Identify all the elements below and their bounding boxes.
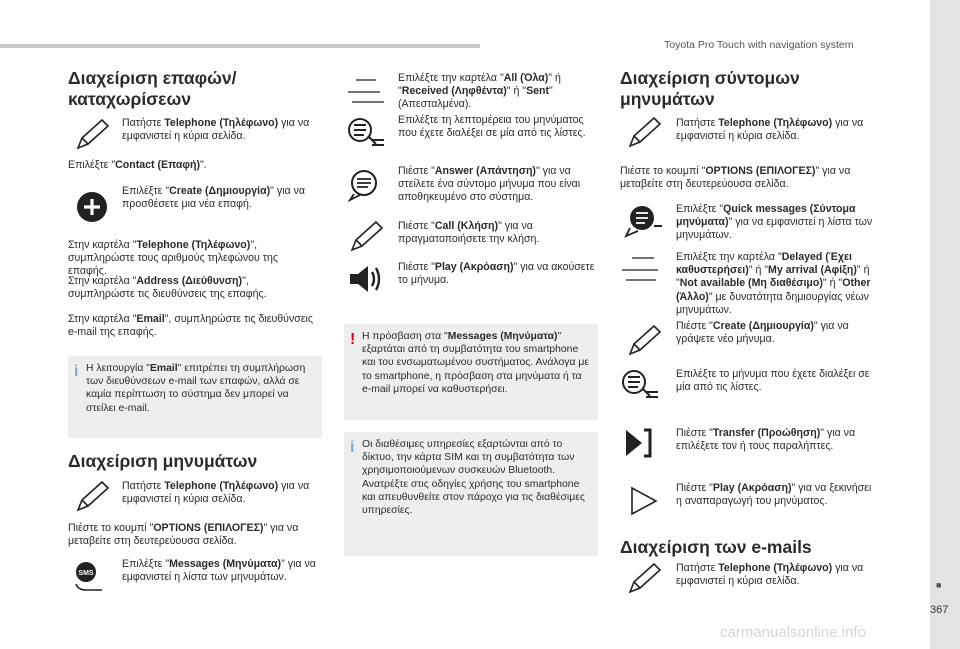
bold-term: Play (Ακρόαση) <box>434 261 514 273</box>
pencil-icon <box>624 562 664 596</box>
text-messages-3 <box>122 558 322 584</box>
tab-bar-icon <box>346 74 386 108</box>
bold-term: Telephone (Τηλέφωνο) <box>164 480 279 492</box>
text-run: Επιλέξτε την καρτέλα " <box>676 251 782 263</box>
text-quick-4 <box>676 251 876 317</box>
text-run: Πατήστε <box>676 562 719 574</box>
text-run: " για να ξεκινήσει η αναπαραγωγή του μηνύματος. <box>676 482 872 508</box>
page-marker: ■ <box>936 580 942 590</box>
bold-term: Telephone (Τηλέφωνο) <box>718 117 833 129</box>
text-quick-2 <box>620 165 870 191</box>
text-run: για να εμφανιστεί η κύρια σελίδα. <box>122 480 310 506</box>
text-run: " με δυνατότητα δημιουργίας νέων μηνυμάτων. <box>676 290 869 316</box>
pencil-icon <box>72 118 112 152</box>
note-services-text: Οι διαθέσιμες υπηρεσίες εξαρτώνται από το δίκτυο, την κάρτα SIM και τη συμβατότητα των χρησιμοποιούμενων συσκευών Bluetooth. Ανατρέξτε στις οδηγίες χρήσης του smartphone και απευθυνθείτε στον πάροχο για τις διαθέσιμες υπηρεσίες. <box>362 439 585 517</box>
text-run: " για να προσθέσετε μια νέα επαφή. <box>122 185 305 211</box>
text-messages-2 <box>68 522 323 548</box>
text-call <box>398 220 598 246</box>
bold-term: All (Όλα) <box>503 72 549 84</box>
text-run: " για να στείλετε ένα σύντομο μήνυμα που είναι αποθηκευμένο στο σύστημα. <box>398 165 581 204</box>
text-contacts-1 <box>122 117 322 143</box>
bold-term: Telephone (Τηλέφωνο) <box>136 239 251 251</box>
text-run: " ή " <box>822 277 843 290</box>
bold-term: Other (Άλλο) <box>676 277 871 303</box>
transfer-icon <box>622 426 662 460</box>
info-note-services <box>344 432 598 556</box>
sms-icon <box>72 560 112 594</box>
text-run: " για να πραγματοποιήσετε την κλήση. <box>398 220 540 246</box>
text-run: Επιλέξτε " <box>122 558 170 570</box>
bold-term: Email <box>136 313 165 325</box>
bold-term: Play (Ακρόαση) <box>712 482 792 494</box>
text-run: Η λειτουργία " <box>86 363 150 374</box>
bold-term: Telephone (Τηλέφωνο) <box>718 562 833 574</box>
heading-emails: Διαχείριση των e-mails <box>620 537 812 557</box>
bold-term: Email <box>149 363 178 374</box>
bold-term: Not available (Μη διαθέσιμο) <box>679 277 823 290</box>
bold-term: Call (Κλήση) <box>434 220 499 232</box>
text-run: για να εμφανιστεί η κύρια σελίδα. <box>676 117 864 143</box>
text-run: Πιέστε " <box>398 165 435 177</box>
text-run: Πατήστε <box>122 117 165 129</box>
text-run: Πιέστε " <box>398 261 435 273</box>
text-quick-7 <box>676 427 876 453</box>
sms-label: SMS <box>78 570 94 577</box>
header-rule <box>0 44 480 48</box>
bold-term: Transfer (Προώθηση) <box>712 427 821 439</box>
bold-term: Quick messages (Σύντομα μηνύματα) <box>676 203 856 229</box>
text-run: Επιλέξτε την καρτέλα " <box>398 72 504 84</box>
call-icon <box>346 220 386 254</box>
text-run: Πιέστε " <box>676 427 713 439</box>
warning-icon: ! <box>350 331 356 348</box>
bold-term: My arrival (Αφίξη) <box>768 264 857 277</box>
pencil-icon <box>624 116 664 150</box>
info-icon: i <box>74 363 79 380</box>
bold-term: Answer (Απάντηση) <box>434 165 536 177</box>
text-messages-1 <box>122 480 322 506</box>
text-run: ", συμπληρώστε τις διευθύνσεις e-mail της επαφής. <box>68 313 313 339</box>
text-run: " για να γράψετε νέο μήνυμα. <box>676 320 849 346</box>
text-answer <box>398 165 598 205</box>
text-run: " για να εμφανιστεί η λίστα των μηνυμάτων. <box>676 216 873 242</box>
speaker-icon <box>346 262 386 296</box>
bold-term: Telephone (Τηλέφωνο) <box>164 117 279 129</box>
heading-quick-messages: Διαχείριση σύντομων μηνυμάτων <box>620 68 800 109</box>
text-run: ", συμπληρώστε τους αριθμούς τηλεφώνου της επαφής. <box>68 239 278 278</box>
bold-term: Delayed (Έχει καθυστερήσει) <box>676 251 852 277</box>
pencil-icon <box>72 480 112 514</box>
text-run: για να εμφανιστεί η κύρια σελίδα. <box>676 562 864 588</box>
heading-messages: Διαχείριση μηνυμάτων <box>68 451 258 471</box>
bold-term: Create (Δημιουργία) <box>712 320 814 332</box>
text-run: Πιέστε το κουμπί " <box>620 165 706 177</box>
add-circle-icon <box>72 190 112 224</box>
text-run: " για να επιλέξετε τον ή τους παραλήπτες. <box>676 427 856 453</box>
bold-term: OPTIONS (ΕΠΙΛΟΓΕΣ) <box>705 165 816 177</box>
answer-icon <box>346 168 386 202</box>
text-run: " (Απεσταλμένα). <box>398 85 553 111</box>
bold-term: Messages (Μηνύματα) <box>169 558 282 570</box>
bold-term: Received (Ληφθέντα) <box>401 85 507 98</box>
text-run: " εξαρτάται από τη συμβατότητα του smartphone και του ενσωματωμένου συστήματος. Ανάλογα με το smartphone, η πρόσβαση στα μηνύματα ή τα e-mail μπορεί να καθυστερήσει. <box>362 331 589 395</box>
text-run: Πιέστε " <box>398 220 435 232</box>
bold-term: Address (Διεύθυνση) <box>136 275 243 287</box>
note-messages-text <box>362 330 590 396</box>
bold-term: OPTIONS (ΕΠΙΛΟΓΕΣ) <box>153 522 264 534</box>
text-quick-5 <box>676 320 876 346</box>
text-run: ". <box>199 159 207 171</box>
text-run: Επιλέξτε " <box>122 185 170 197</box>
text-run: Πατήστε <box>122 480 165 492</box>
bold-term: Sent <box>526 85 550 98</box>
header-title: Toyota Pro Touch with navigation system <box>664 39 854 51</box>
text-run: " για να μεταβείτε στη δευτερεύουσα σελίδα. <box>620 165 851 191</box>
watermark: carmanualsonline.info <box>720 624 866 641</box>
text-run: " ή " <box>506 85 527 98</box>
text-contacts-4 <box>68 239 318 279</box>
text-detail: Επιλέξτε τη λεπτομέρεια του μηνύματος που έχετε διαλέξει σε μία από τις λίστες. <box>398 114 586 140</box>
text-contacts-6 <box>68 313 323 339</box>
text-run: ", συμπληρώστε τις διευθύνσεις της επαφής. <box>68 275 267 301</box>
text-quick-6: Επιλέξτε το μήνυμα που έχετε διαλέξει σε μία από τις λίστες. <box>676 368 870 394</box>
warning-note-messages <box>344 324 598 420</box>
text-run: για να εμφανιστεί η κύρια σελίδα. <box>122 117 310 143</box>
note-email-text <box>86 362 312 415</box>
bold-term: Create (Δημιουργία) <box>169 185 271 197</box>
text-run: Πιέστε το κουμπί " <box>68 522 154 534</box>
play-icon <box>624 484 664 518</box>
text-run: " ή " <box>398 72 561 98</box>
side-strip <box>930 0 960 649</box>
heading-contacts: Διαχείριση επαφών/καταχωρίσεων <box>68 68 237 109</box>
text-run: Στην καρτέλα " <box>68 313 137 325</box>
text-run: Η πρόσβαση στα " <box>362 331 448 342</box>
text-quick-3 <box>676 203 876 243</box>
text-run: Επιλέξτε " <box>676 203 724 215</box>
page-number: 367 <box>930 604 949 616</box>
list-detail-icon <box>346 116 386 150</box>
text-contacts-5 <box>68 275 318 301</box>
bold-term: Contact (Επαφή) <box>115 159 200 171</box>
text-run: Στην καρτέλα " <box>68 239 137 251</box>
text-run: " ή " <box>676 264 870 290</box>
text-contacts-2 <box>68 159 318 172</box>
text-run: Πιέστε " <box>676 482 713 494</box>
text-run: " για να ακούσετε το μήνυμα. <box>398 261 595 287</box>
text-run: Πατήστε <box>676 117 719 129</box>
pencil-icon <box>624 324 664 358</box>
text-quick-1 <box>676 117 876 143</box>
quick-messages-icon <box>624 204 664 238</box>
text-quick-8 <box>676 482 876 508</box>
text-run: " επιτρέπει τη συμπλήρωση των διευθύνσεων e-mail των επαφών, αλλά σε καμία περίπτωση το σύστημα δεν μπορεί να στείλει e-mail. <box>86 363 306 414</box>
tab-bar-icon <box>620 252 660 286</box>
text-run: " για να εμφανιστεί η λίστα των μηνυμάτων. <box>122 558 316 584</box>
text-run: Πιέστε " <box>676 320 713 332</box>
text-tabs <box>398 72 598 112</box>
text-run: Στην καρτέλα " <box>68 275 137 287</box>
bold-term: Messages (Μηνύματα) <box>447 331 558 342</box>
text-run: Επιλέξτε " <box>68 159 116 171</box>
text-run: " για να μεταβείτε στη δευτερεύουσα σελίδα. <box>68 522 299 548</box>
text-email-1 <box>676 562 876 588</box>
info-note-email <box>68 356 322 438</box>
text-contacts-3 <box>122 185 322 211</box>
text-play <box>398 261 598 287</box>
text-run: " ή " <box>748 264 769 277</box>
list-detail-icon <box>620 368 660 402</box>
info-icon: i <box>350 439 355 456</box>
